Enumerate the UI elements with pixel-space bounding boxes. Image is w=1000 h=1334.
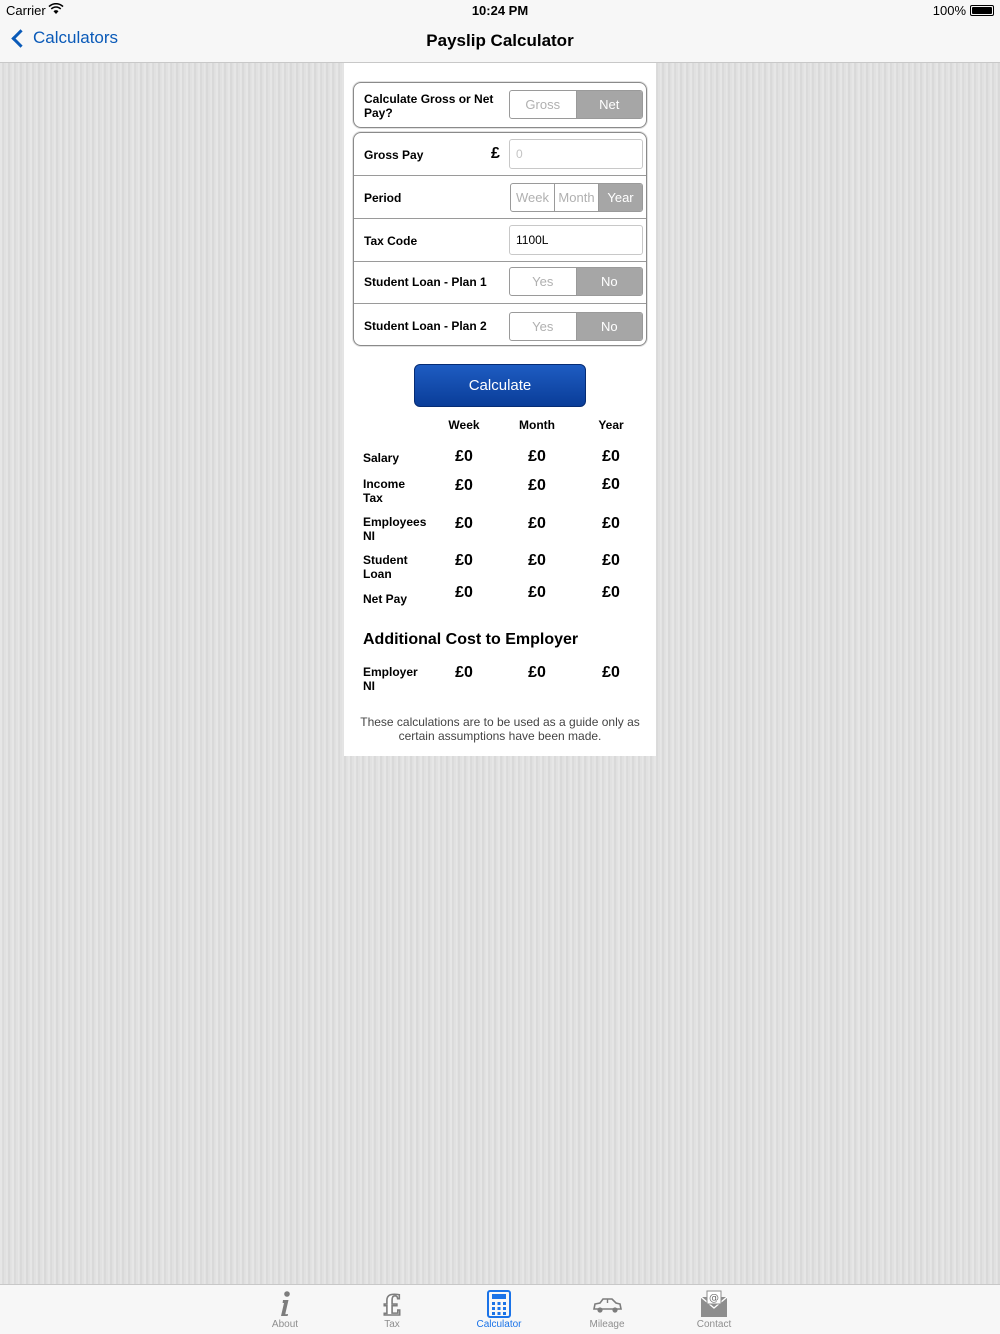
inputs-group [353, 132, 647, 346]
tab-label: Contact [696, 1319, 732, 1330]
segment-yes[interactable]: Yes [510, 268, 577, 295]
segment-week[interactable]: Week [511, 184, 555, 211]
result-label-employer-ni: Employer NI [363, 665, 418, 693]
student-loan-plan2-segmented-control[interactable] [509, 312, 643, 341]
result-value: £0 [602, 476, 620, 493]
segment-month[interactable]: Month [555, 184, 599, 211]
result-value: £0 [528, 477, 546, 494]
tab-label: Calculator [476, 1319, 522, 1330]
tab-mileage[interactable] [567, 1285, 647, 1334]
result-value: £0 [455, 552, 473, 569]
tab-tax[interactable] [352, 1285, 432, 1334]
gross-net-label: Calculate Gross or Net Pay? [364, 92, 494, 120]
result-label-student-loan: Student Loan [363, 553, 408, 581]
result-value: £0 [528, 515, 546, 532]
disclaimer-text: These calculations are to be used as a guide only as certain assumptions have been made. [360, 715, 640, 743]
result-value: £0 [602, 515, 620, 532]
result-value: £0 [455, 477, 473, 494]
column-header-week: Week [448, 418, 480, 432]
period-segmented-control[interactable] [510, 183, 643, 212]
result-value: £0 [455, 448, 473, 465]
student-loan-plan2-row [354, 304, 646, 346]
result-value: £0 [602, 664, 620, 681]
back-label: Calculators [33, 28, 119, 47]
svg-text:@: @ [709, 1293, 719, 1304]
segment-no[interactable]: No [577, 313, 643, 340]
student-loan-plan2-label: Student Loan - Plan 2 [364, 319, 487, 333]
status-bar [0, 0, 1000, 22]
result-value: £0 [455, 664, 473, 681]
calculator-icon [484, 1289, 514, 1319]
tab-about[interactable] [245, 1285, 325, 1334]
tab-label: Mileage [589, 1319, 625, 1330]
segment-gross[interactable]: Gross [510, 91, 577, 118]
tax-code-row [354, 219, 646, 262]
gross-net-segmented-control[interactable] [509, 90, 643, 119]
tax-code-label: Tax Code [364, 234, 418, 248]
battery-icon [970, 5, 994, 16]
period-label: Period [364, 191, 402, 205]
result-label-net-pay: Net Pay [363, 592, 408, 606]
result-value: £0 [528, 664, 546, 681]
carrier-label: Carrier [6, 3, 46, 18]
calculate-button[interactable]: Calculate [414, 364, 586, 407]
student-loan-plan1-row [354, 262, 646, 304]
tab-label: Tax [384, 1319, 400, 1330]
tax-code-input[interactable]: 1100L [509, 225, 643, 255]
result-value: £0 [528, 552, 546, 569]
result-value: £0 [528, 584, 546, 601]
tab-bar [0, 1284, 1000, 1334]
result-label-income-tax: Income Tax [363, 477, 406, 505]
segment-no[interactable]: No [577, 268, 643, 295]
result-value: £0 [455, 515, 473, 532]
column-header-year: Year [598, 418, 624, 432]
currency-symbol: £ [491, 145, 500, 162]
gross-net-row [354, 83, 646, 127]
result-label-salary: Salary [363, 451, 400, 465]
result-label-employees-ni: Employees NI [363, 515, 427, 543]
result-value: £0 [602, 552, 620, 569]
segment-year[interactable]: Year [599, 184, 642, 211]
segment-yes[interactable]: Yes [510, 313, 577, 340]
car-icon [592, 1289, 622, 1319]
result-value: £0 [602, 448, 620, 465]
svg-text:£: £ [382, 1289, 402, 1319]
clock: 10:24 PM [471, 3, 529, 18]
calculator-panel [344, 63, 656, 756]
contact-icon [699, 1289, 729, 1319]
tab-label: About [271, 1319, 299, 1330]
gross-net-group [353, 82, 647, 128]
page-title: Payslip Calculator [426, 31, 574, 50]
battery-percentage: 100% [932, 3, 966, 18]
student-loan-plan1-label: Student Loan - Plan 1 [364, 275, 487, 289]
period-row [354, 176, 646, 219]
segment-net[interactable]: Net [577, 91, 643, 118]
gross-pay-row [354, 133, 646, 176]
result-value: £0 [602, 584, 620, 601]
tab-contact[interactable] [674, 1285, 754, 1334]
result-value: £0 [528, 448, 546, 465]
pound-icon [377, 1289, 407, 1319]
tab-calculator[interactable] [459, 1285, 539, 1334]
employer-section-title: Additional Cost to Employer [363, 631, 579, 648]
student-loan-plan1-segmented-control[interactable] [509, 267, 643, 296]
result-value: £0 [455, 584, 473, 601]
info-icon [270, 1289, 300, 1319]
column-header-month: Month [519, 418, 555, 432]
gross-pay-label: Gross Pay [364, 148, 424, 162]
navigation-bar [0, 22, 1000, 63]
gross-pay-input[interactable]: 0 [509, 139, 643, 169]
